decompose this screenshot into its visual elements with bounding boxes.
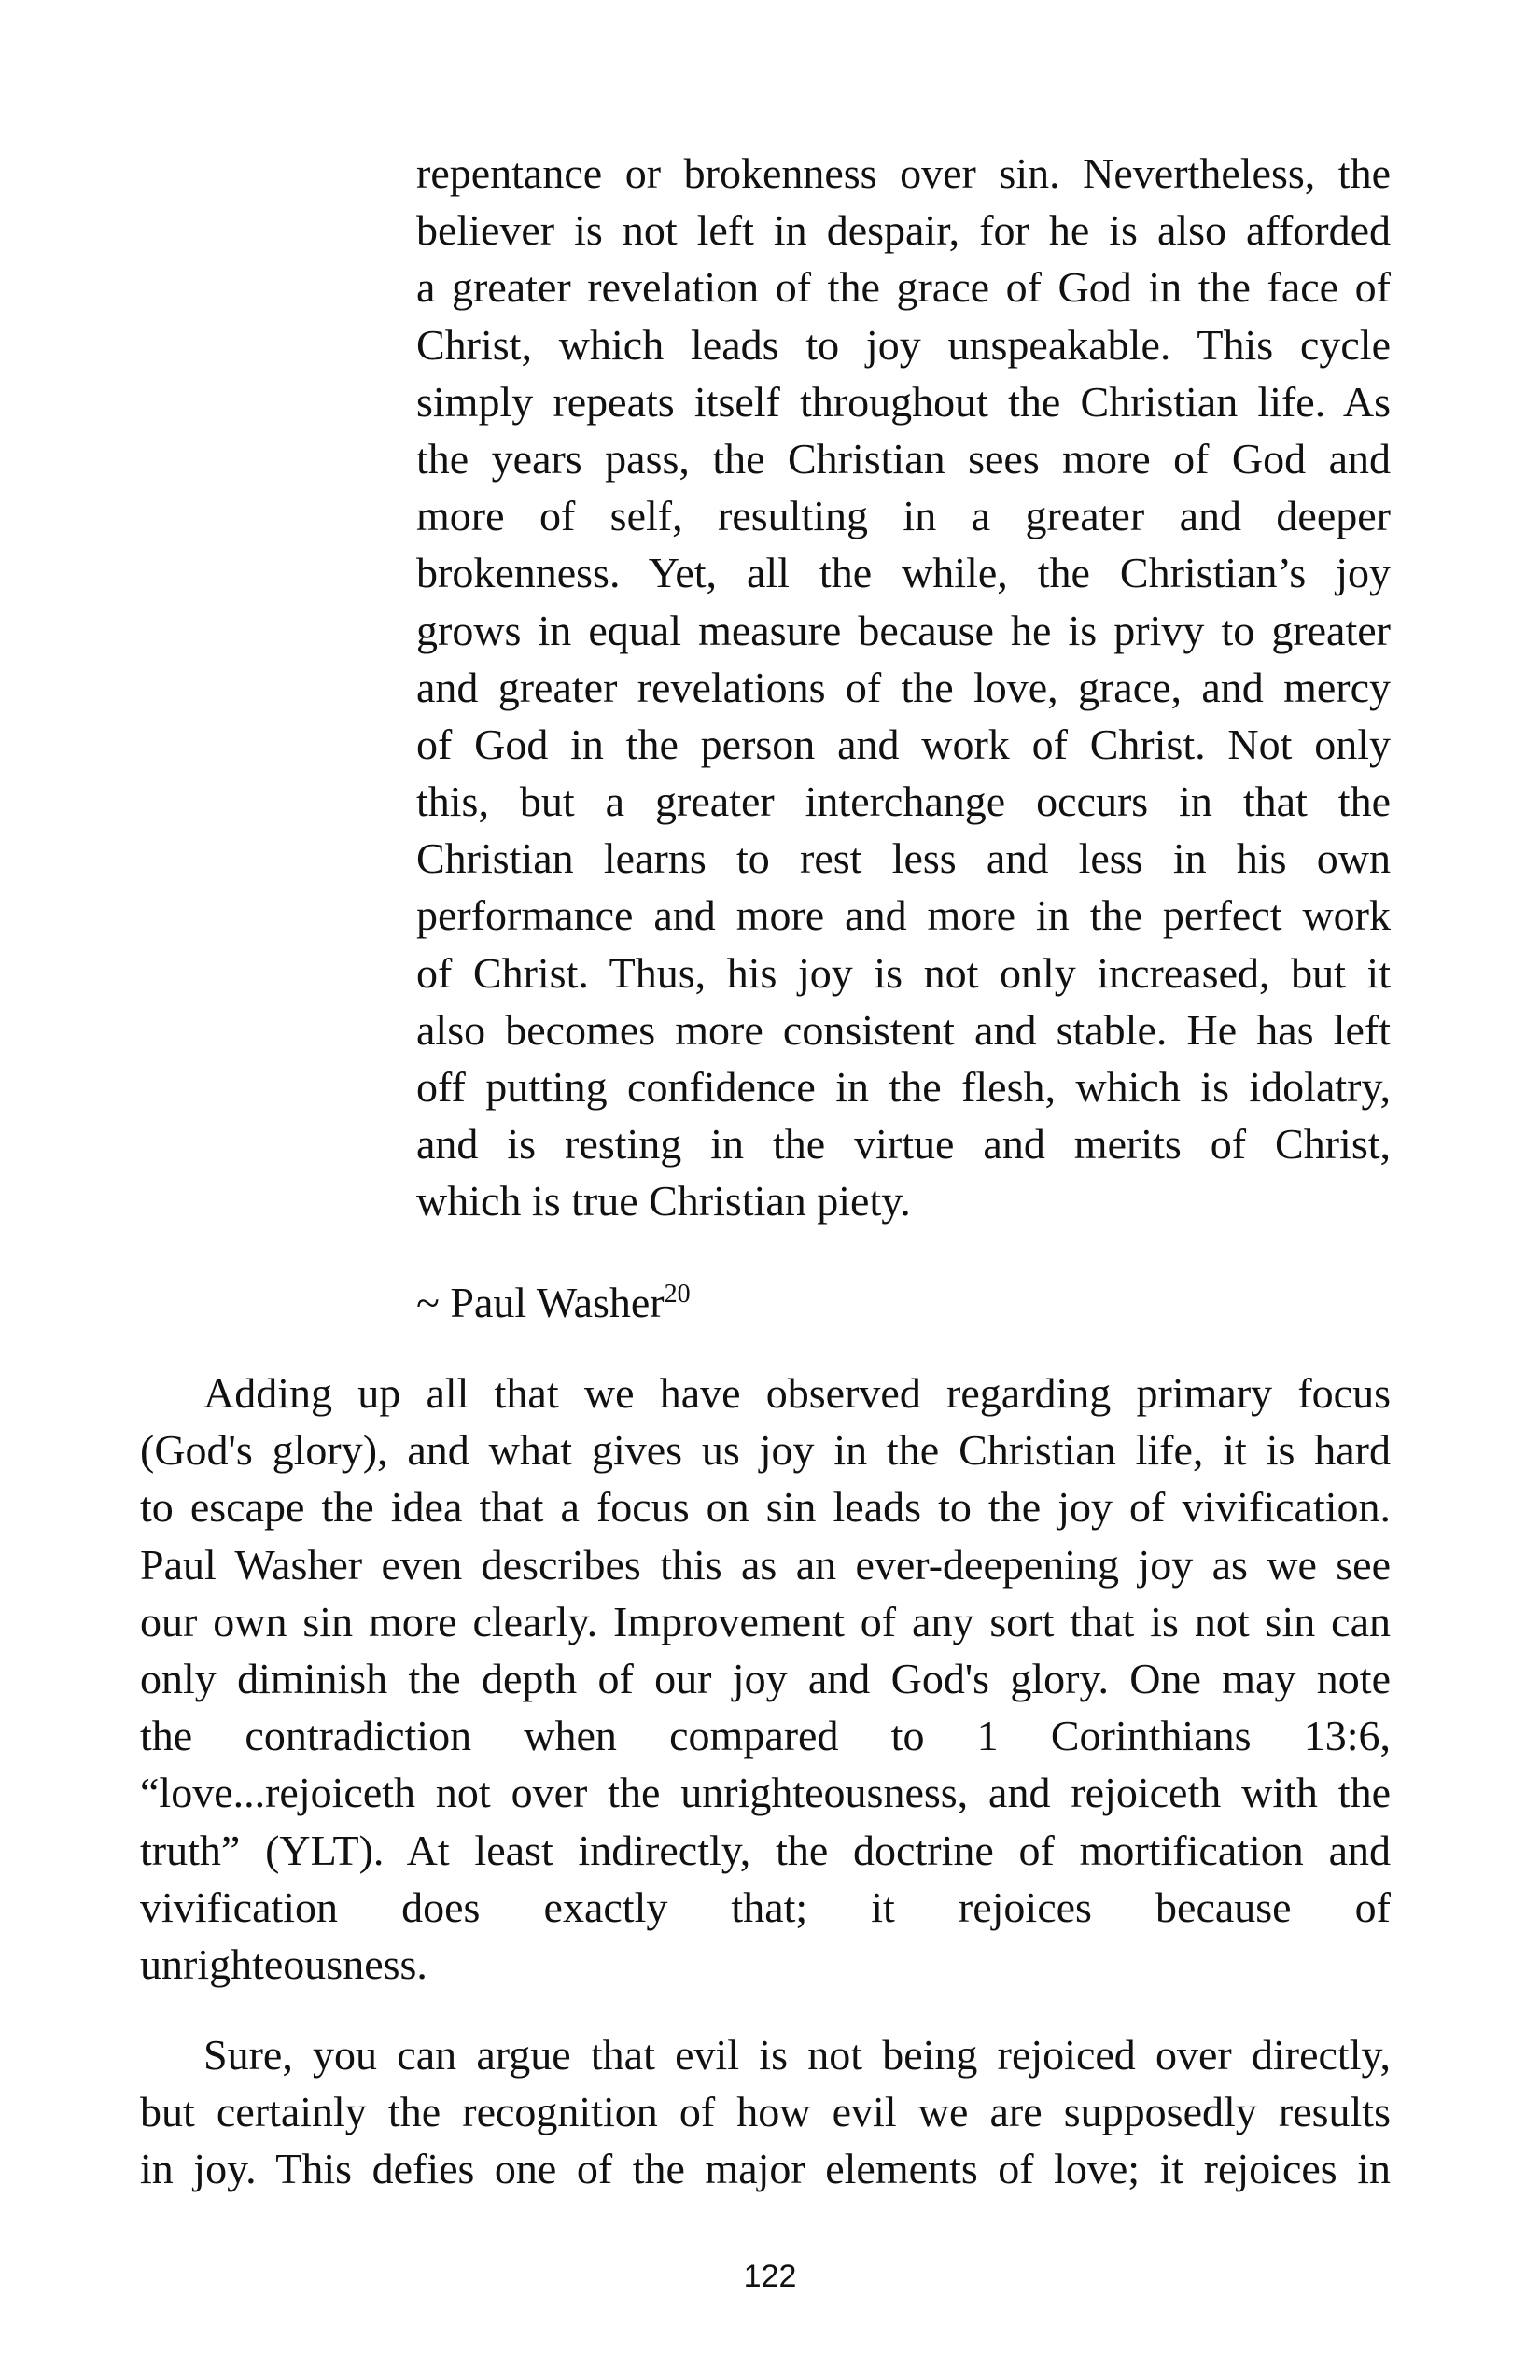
paragraph-line: only diminish the depth of our joy and God's glory. One may note [140, 1654, 1391, 1702]
paragraph-line: unrighteousness. [140, 1939, 427, 1988]
quote-line: which is true Christian piety. [416, 1177, 911, 1225]
paragraph-line: vivification does exactly that; it rejoices because of [140, 1883, 1391, 1931]
quote-line: of Christ. Thus, his joy is not only increased, but it [416, 948, 1391, 997]
paragraph-line: truth” (YLT). At least indirectly, the doctrine of mortification and [140, 1826, 1391, 1874]
quote-line: Christ, which leads to joy unspeakable. This cycle [416, 320, 1391, 369]
page-number: 122 [743, 2259, 797, 2294]
paragraph-line: our own sin more clearly. Improvement of any sort that is not sin can [140, 1597, 1391, 1645]
quote-line: simply repeats itself throughout the Christian life. As [416, 377, 1391, 426]
block-quote [416, 145, 1391, 1230]
paragraph-line: the contradiction when compared to 1 Corinthians 13:6, [140, 1712, 1391, 1760]
quote-line: also becomes more consistent and stable. He has left [416, 1005, 1391, 1054]
footnote-reference[interactable]: 20 [664, 1280, 691, 1309]
paragraph-line: “love...rejoiceth not over the unrighteousness, and rejoiceth with the [140, 1769, 1391, 1817]
quote-line: this, but a greater interchange occurs in that the [416, 777, 1391, 826]
attribution-author: ~ Paul Washer [416, 1279, 665, 1326]
quote-line: more of self, resulting in a greater and deeper [416, 492, 1391, 540]
paragraph-line: Adding up all that we have observed regarding primary focus [203, 1369, 1391, 1417]
paragraph-line: but certainly the recognition of how evil we are supposedly results [140, 2088, 1391, 2136]
body-paragraph [140, 1365, 1391, 1993]
quote-line: of God in the person and work of Christ. Not only [416, 720, 1391, 768]
quote-line: and is resting in the virtue and merits of Christ, [416, 1120, 1391, 1169]
quote-line: performance and more and more in the perfect work [416, 891, 1391, 940]
quote-attribution [416, 1274, 691, 1337]
quote-line: believer is not left in despair, for he is also afforded [416, 206, 1391, 255]
paragraph-line: Paul Washer even describes this as an ever-deepening joy as we see [140, 1540, 1391, 1589]
paragraph-line: to escape the idea that a focus on sin leads to the joy of vivification. [140, 1483, 1391, 1532]
quote-line: repentance or brokenness over sin. Nevertheless, the [416, 149, 1391, 197]
paragraph-line: in joy. This defies one of the major elements of love; it rejoices in [140, 2145, 1391, 2193]
paragraph-line: Sure, you can argue that evil is not being rejoiced over directly, [203, 2031, 1391, 2079]
quote-line: Christian learns to rest less and less in his own [416, 834, 1391, 883]
quote-line: off putting confidence in the flesh, which is idolatry, [416, 1063, 1391, 1111]
quote-line: and greater revelations of the love, grace, and mercy [416, 663, 1391, 711]
body-paragraph [140, 2026, 1391, 2198]
quote-line: brokenness. Yet, all the while, the Christian’s joy [416, 549, 1391, 597]
quote-line: a greater revelation of the grace of God in the face of [416, 263, 1391, 312]
paragraph-line: (God's glory), and what gives us joy in the Christian life, it is hard [140, 1426, 1391, 1475]
quote-line: the years pass, the Christian sees more of God and [416, 434, 1391, 483]
quote-line: grows in equal measure because he is privy to greater [416, 606, 1391, 654]
